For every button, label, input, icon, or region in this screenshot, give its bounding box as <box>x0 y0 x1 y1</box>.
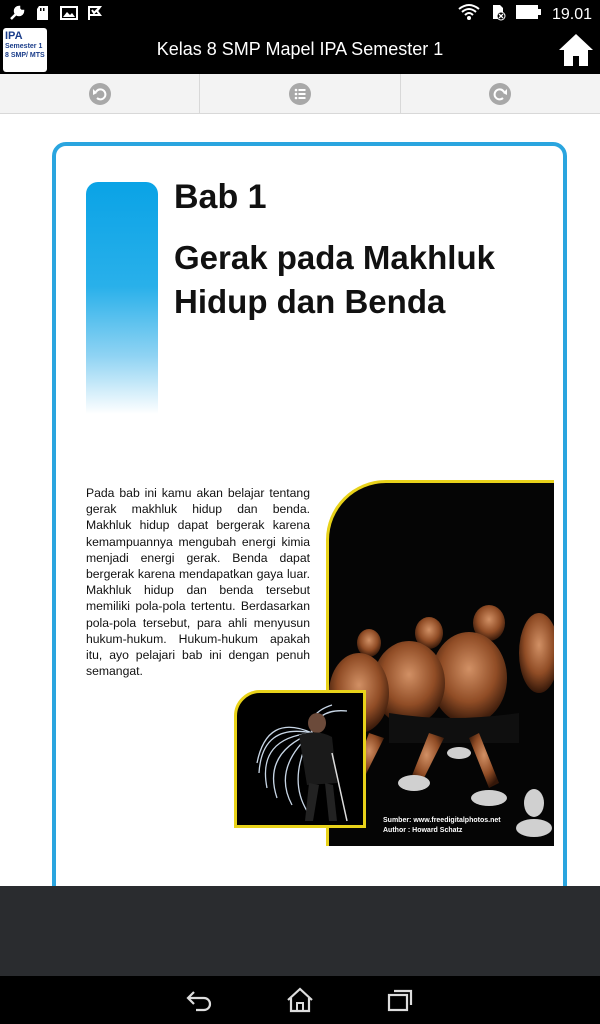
menu-button[interactable] <box>200 74 400 113</box>
app-icon-label: IPA Semester 1 8 SMP/ MTS <box>5 30 45 59</box>
golfer-photo <box>234 690 366 828</box>
chapter-title: Gerak pada Makhluk Hidup dan Benda <box>174 239 495 320</box>
undo-icon <box>89 83 111 105</box>
wifi-icon <box>458 3 480 26</box>
app-title: Kelas 8 SMP Mapel IPA Semester 1 <box>156 39 444 59</box>
back-button[interactable] <box>0 74 200 113</box>
download-flag-icon <box>86 4 104 22</box>
list-icon <box>289 83 311 105</box>
bottom-panel <box>0 886 600 976</box>
no-sim-icon <box>490 3 506 26</box>
book-page-viewer[interactable] <box>0 114 600 886</box>
system-icons <box>458 3 592 26</box>
recent-apps-icon <box>386 988 414 1012</box>
clock: 19.01 <box>551 5 592 23</box>
chapter-number: Bab 1 <box>174 178 267 216</box>
home-button[interactable] <box>556 30 596 70</box>
intro-paragraph: Pada bab ini kamu akan belajar tentang gerak makhluk hidup dan benda. Makhluk hidup dapat bergerak karena kemampuannya mengubah energi kimia menjadi energi gerak. Benda dapat bergerak karena mendapatkan gaya luar. Makhluk hidup dan benda tersebut memiliki pola-pola tertentu. Berdasarkan pola-pola tersebut, para ahli menyusun hukum-hukum. Hukum-hukum apakah itu, ayo pelajari bab ini dengan penuh semangat. <box>86 486 310 679</box>
chapter-accent-bar <box>86 182 158 414</box>
wrench-icon <box>8 4 26 22</box>
page-frame <box>52 142 567 886</box>
nav-recent-apps-button[interactable] <box>385 985 415 1015</box>
nav-back-button[interactable] <box>185 985 215 1015</box>
nav-home-button[interactable] <box>285 985 315 1015</box>
action-bar <box>0 26 600 74</box>
reader-toolbar <box>0 74 600 114</box>
battery-icon <box>516 5 542 24</box>
redo-icon <box>489 83 511 105</box>
notification-icons <box>8 4 104 22</box>
status-bar <box>0 0 600 26</box>
home-icon <box>556 30 596 70</box>
back-icon <box>186 988 214 1012</box>
forward-button[interactable] <box>401 74 600 113</box>
image-icon <box>60 4 78 22</box>
system-navigation-bar <box>0 976 600 1024</box>
sd-card-icon <box>34 4 52 22</box>
photo-credit: Sumber: www.freedigitalphotos.net Author : Howard Schatz <box>383 817 501 834</box>
home-icon <box>286 987 314 1013</box>
